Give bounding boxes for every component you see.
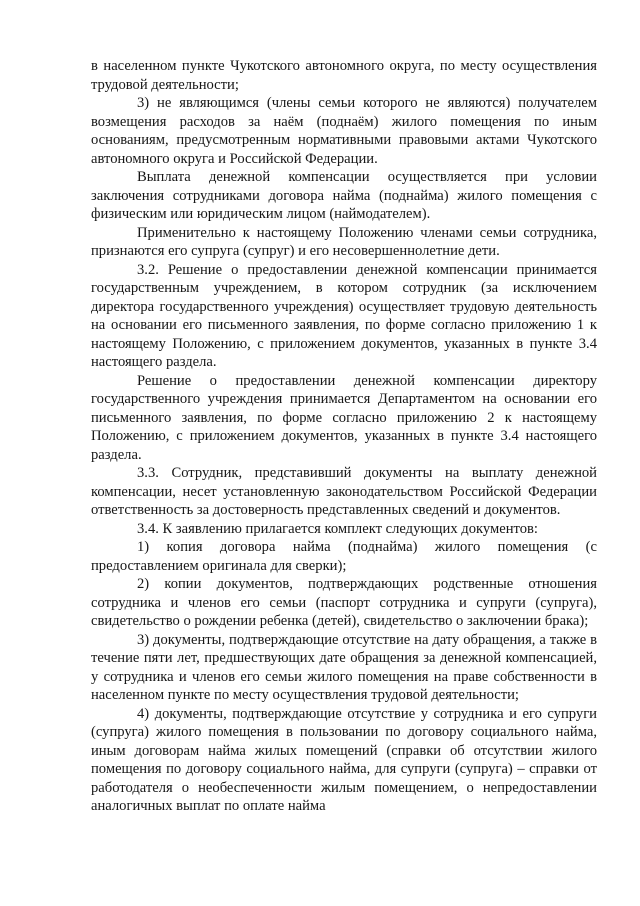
document-body <box>91 57 597 816</box>
list-item-3: 3) документы, подтверждающие отсутствие на дату обращения, а также в течение пяти лет, предшествующих дате обращения за денежной компенсацией, у сотрудника и членов его семьи жилого помещения на праве собственности в населенном пункте по месту осуществления трудовой деятельности; <box>91 631 597 703</box>
paragraph-family-members: Применительно к настоящему Положению членами семьи сотрудника, признаются его супруга (супруг) и его несовершеннолетние дети. <box>91 224 597 259</box>
paragraph-director-decision: Решение о предоставлении денежной компенсации директору государственного учреждения принимается Департаментом на основании его письменного заявления, по форме согласно приложению 2 к настоящему Положению, с приложением документов, указанных в пункте 3.4 настоящего раздела. <box>91 372 597 463</box>
paragraph-3-2: 3.2. Решение о предоставлении денежной компенсации принимается государственным учреждением, в котором сотрудник (за исключением директора государственного учреждения) осуществляет трудовую деятельность на основании его письменного заявления, по форме согласно приложению 1 к настоящему Положению, с приложением документов, указанных в пункте 3.4 настоящего раздела. <box>91 261 597 370</box>
list-item-2: 2) копии документов, подтверждающих родственные отношения сотрудника и членов его семьи (паспорт сотрудника и супруги (супруга), свидетельство о рождении ребенка (детей), свидетельство о заключении брака); <box>91 576 597 629</box>
list-item-4: 4) документы, подтверждающие отсутствие у сотрудника и его супруги (супруга) жилого помещения в пользовании по договору социального найма, иным договорам найма жилых помещений (справки об отсутствии жилого помещения по договору социального найма, для супруги (супруга) – справки от работодателя о необеспеченности жилым помещением, о непредоставлении аналогичных выплат по оплате найма <box>91 705 597 814</box>
paragraph-item-3: 3) не являющимся (члены семьи которого не являются) получателем возмещения расходов за наём (поднаём) жилого помещения по иным основаниям, предусмотренным нормативными правовыми актами Чукотского автономного округа и Российской Федерации. <box>91 95 597 167</box>
paragraph-3-3: 3.3. Сотрудник, представивший документы на выплату денежной компенсации, несет установленную законодательством Российской Федерации ответственность за достоверность представленных сведений и документов. <box>91 465 597 518</box>
paragraph-3-4: 3.4. К заявлению прилагается комплект следующих документов: <box>137 520 538 537</box>
paragraph-payment-condition: Выплата денежной компенсации осуществляется при условии заключения сотрудниками договора найма (поднайма) жилого помещения с физическим или юридическим лицом (наймодателем). <box>91 169 597 222</box>
paragraph-continuation: в населенном пункте Чукотского автономного округа, по месту осуществления трудовой деятельности; <box>91 58 597 93</box>
list-item-1: 1) копия договора найма (поднайма) жилого помещения (с предоставлением оригинала для сверки); <box>91 539 597 574</box>
